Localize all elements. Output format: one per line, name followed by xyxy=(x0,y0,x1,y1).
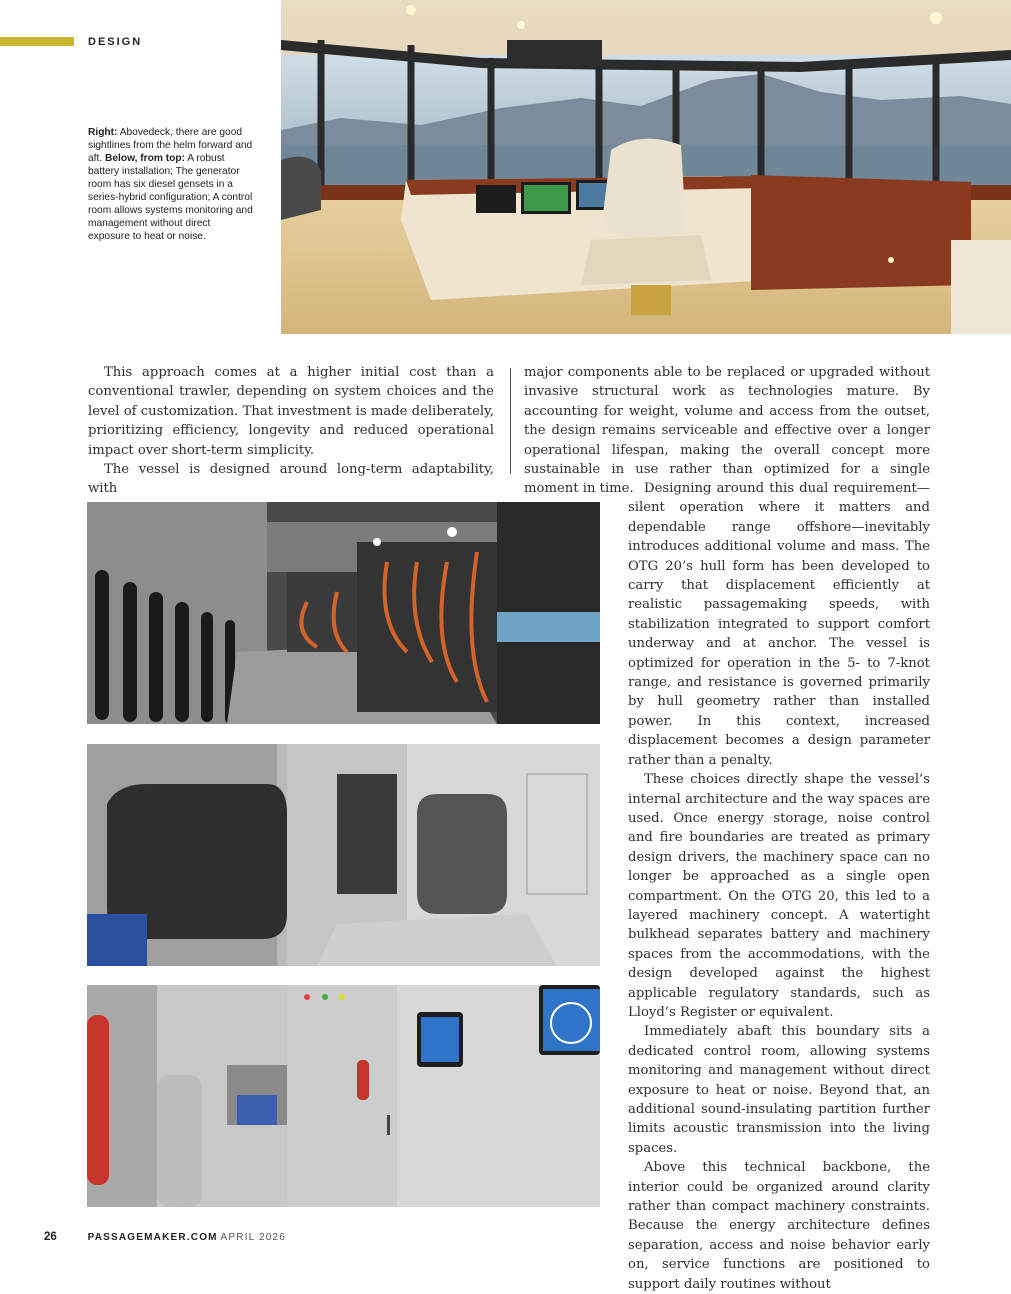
page-footer xyxy=(44,1231,286,1243)
section-label: DESIGN xyxy=(88,36,143,48)
caption-below-label: Below, from top: xyxy=(105,153,185,164)
battery-room-photo xyxy=(87,502,600,724)
page-number: 26 xyxy=(44,1231,57,1243)
footer-site: PASSAGEMAKER.COM xyxy=(87,1232,218,1243)
section-accent-bar xyxy=(0,37,74,46)
footer-issue: APRIL 2026 xyxy=(220,1232,287,1243)
paragraph: Designing around this dual requirement—silent operation where it matters and dependable range offshore—inevitably introduces additional volume and mass. The OTG 20’s hull form has been developed to carry that displacement efficiently at realistic passagemaking speeds, with stabilization integrated to support comfort underway and at anchor. The vessel is optimized for operation in the 5- to 7-knot range, and resistance is governed primarily by hull geometry rather than installed power. In this context, increased displacement becomes a design parameter rather than a penalty. xyxy=(628,481,930,768)
photo-caption xyxy=(88,126,253,243)
paragraph: These choices directly shape the vessel’s internal architecture and the way spaces are used. Once energy storage, noise control and fire boundaries are treated as primary design drivers, the machinery space can no longer be approached as a single open compartment. On the OTG 20, this led to a layered machinery concept. A watertight bulkhead separates battery and machinery spaces from the accommodations, with the design developed against the highest applicable regulatory standards, such as Lloyd’s Register or equivalent. xyxy=(628,772,930,1020)
paragraph: This approach comes at a higher initial cost than a conventional trawler, depending on system choices and the level of customization. That investment is made deliberately, prioritizing efficiency, longevity and reduced operational impact over short-term simplicity. xyxy=(88,365,494,458)
caption-right-text: Abovedeck, there are good sightlines from the helm forward and aft. xyxy=(88,127,253,164)
paragraph: The vessel is designed around long-term adaptability, with xyxy=(88,462,494,497)
generator-room-photo xyxy=(87,744,600,966)
caption-right-label: Right: xyxy=(88,127,118,138)
caption-below-text: A robust battery installation; The generator room has six diesel gensets in a series-hybrid configuration; A control room allows systems monitoring and management without direct exposure to heat or noise. xyxy=(88,153,253,242)
column-divider xyxy=(510,368,511,474)
article-column-3 xyxy=(628,479,930,1294)
control-room-photo xyxy=(87,985,600,1207)
paragraph: major components able to be replaced or upgraded without invasive structural work as technologies mature. By accounting for weight, volume and access from the outset, the design remains serviceable and effective over a longer operational lifespan, making the overall concept more sustainable in use rather than optimized for a single moment in time. xyxy=(524,365,930,497)
article-column-1 xyxy=(88,363,494,499)
helm-photo xyxy=(281,0,1011,334)
paragraph: Immediately abaft this boundary sits a dedicated control room, allowing systems monitoring and management without direct exposure to heat or noise. Beyond that, an additional sound-insulating partition further limits acoustic transmission into the living spaces. xyxy=(628,1024,930,1156)
paragraph: Above this technical backbone, the interior could be organized around clarity rather than compact machinery constraints. Because the energy architecture defines separation, access and noise behavior early on, service functions are positioned to support daily routines without xyxy=(628,1160,930,1292)
